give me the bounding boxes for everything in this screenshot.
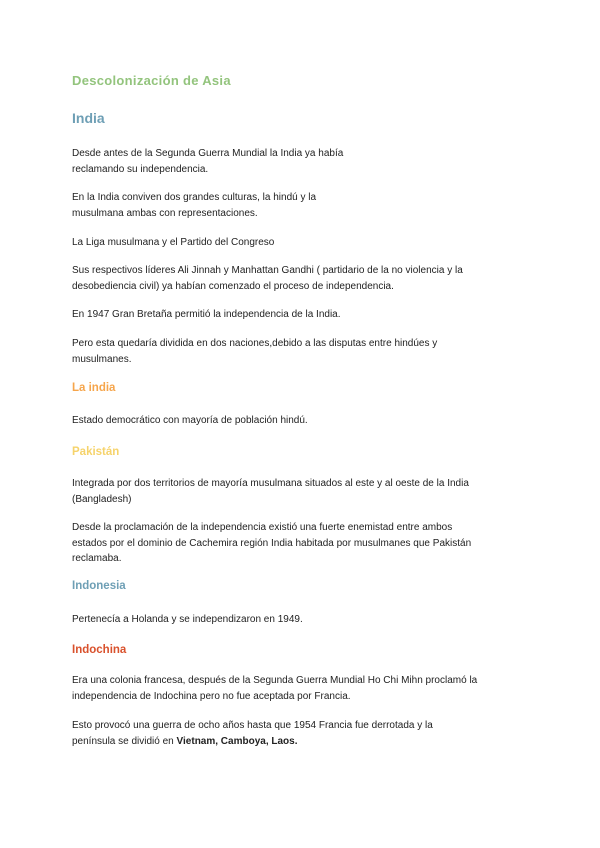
text-line: desobediencia civil) ya habían comenzado el proceso de independencia.	[72, 280, 394, 292]
text-line: Estado democrático con mayoría de población hindú.	[72, 415, 308, 426]
bold-countries: Vietnam, Camboya, Laos.	[176, 735, 298, 747]
text-line: musulmanes.	[72, 353, 132, 365]
paragraph	[72, 235, 532, 251]
paragraph	[72, 612, 532, 628]
paragraph	[72, 307, 532, 323]
text-line: En la India conviven dos grandes culturas, la hindú y la	[72, 192, 317, 203]
heading-india: India	[72, 110, 105, 126]
paragraph	[72, 263, 532, 294]
text-line: Pero esta quedaría dividida en dos naciones,debido a las disputas entre hindúes y	[72, 338, 438, 349]
paragraph	[72, 336, 532, 367]
text-line: reclamaba.	[72, 553, 122, 564]
text-line: Sus respectivos líderes Ali Jinnah y Manhattan Gandhi ( partidario de la no violencia y la	[72, 265, 463, 276]
text-line: La Liga musulmana y el Partido del Congreso	[72, 237, 275, 248]
text-line: Era una colonia francesa, después de la Segunda Guerra Mundial Ho Chi Mihn proclamó la	[72, 675, 478, 686]
text-line: Desde antes de la Segunda Guerra Mundial la India ya había	[72, 148, 344, 159]
heading-indochina: Indochina	[72, 644, 127, 656]
paragraph	[72, 520, 532, 567]
paragraph	[72, 718, 532, 749]
document-title: Descolonización de Asia	[72, 73, 231, 88]
paragraph	[72, 476, 532, 507]
heading-la-india: La india	[72, 382, 116, 394]
text-line	[72, 734, 532, 750]
text-line: reclamando su independencia.	[72, 163, 209, 175]
paragraph	[72, 673, 532, 704]
text-line: independencia de Indochina pero no fue aceptada por Francia.	[72, 690, 351, 702]
heading-pakistan: Pakistán	[72, 446, 120, 458]
text-line: (Bangladesh)	[72, 493, 132, 505]
text-line: estados por el dominio de Cachemira región India habitada por musulmanes que Pakistán	[72, 537, 472, 549]
heading-indonesia: Indonesia	[72, 580, 126, 592]
text-line: En 1947 Gran Bretaña permitió la independencia de la India.	[72, 309, 341, 320]
paragraph	[72, 146, 532, 177]
text-line: Esto provocó una guerra de ocho años hasta que 1954 Francia fue derrotada y la	[72, 720, 433, 731]
text-line: Desde la proclamación de la independencia existió una fuerte enemistad entre ambos	[72, 522, 453, 533]
text-run: península se dividió en	[72, 735, 177, 747]
text-line: Integrada por dos territorios de mayoría musulmana situados al este y al oeste de la India	[72, 478, 469, 489]
paragraph	[72, 413, 532, 429]
paragraph	[72, 190, 532, 221]
text-line: Pertenecía a Holanda y se independizaron en 1949.	[72, 614, 303, 625]
text-line: musulmana ambas con representaciones.	[72, 207, 258, 219]
